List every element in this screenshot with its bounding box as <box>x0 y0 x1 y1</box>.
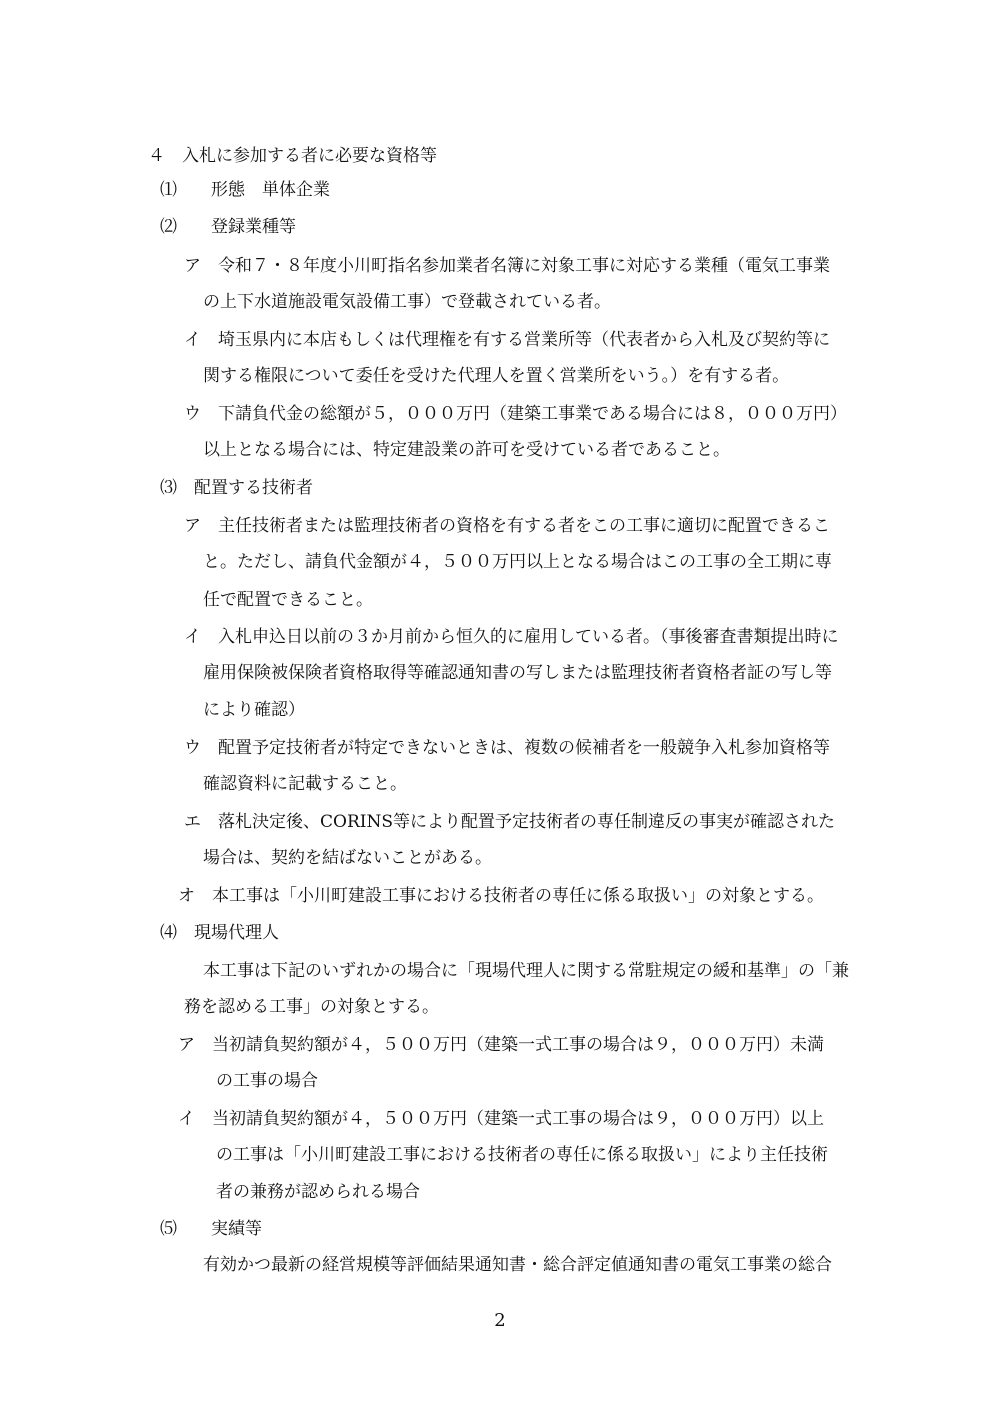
item-5-body-line1: 有効かつ最新の経営規模等評価結果通知書・総合評定値通知書の電気工事業の総合 <box>203 1255 832 1275</box>
item-2a-line2: の上下水道施設電気設備工事）で登載されている者。 <box>203 292 611 312</box>
item-3a-line2: と。ただし、請負代金額が４，５００万円以上となる場合はこの工事の全工期に専 <box>203 552 832 572</box>
item-4-body-line2: 務を認める工事」の対象とする。 <box>184 997 439 1017</box>
item-3b-line2: 雇用保険被保険者資格取得等確認通知書の写しまたは監理技術者資格者証の写し等 <box>203 663 832 683</box>
item-3a-line3: 任で配置できること。 <box>203 590 373 610</box>
item-2-registration: ⑵ 登録業種等 <box>160 217 296 237</box>
item-4a-line1: ア 当初請負契約額が４，５００万円（建築一式工事の場合は９，０００万円）未満 <box>178 1035 824 1055</box>
item-2c-line1: ウ 下請負代金の総額が５，０００万円（建築工事業である場合には８，０００万円） <box>184 404 847 424</box>
item-1-form: ⑴ 形態 単体企業 <box>160 180 330 200</box>
item-3c-line2: 確認資料に記載すること。 <box>203 774 407 794</box>
item-4b-line2: の工事は「小川町建設工事における技術者の専任に係る取扱い」により主任技術 <box>216 1145 828 1165</box>
item-2b-line1: イ 埼玉県内に本店もしくは代理権を有する営業所等（代表者から入札及び契約等に <box>184 330 830 350</box>
item-3d-line2: 場合は、契約を結ばないことがある。 <box>203 848 492 868</box>
item-4a-line2: の工事の場合 <box>216 1071 318 1091</box>
item-4b-line3: 者の兼務が認められる場合 <box>216 1182 420 1202</box>
item-3b-line1: イ 入札申込日以前の３か月前から恒久的に雇用している者。（事後審査書類提出時に <box>184 627 839 647</box>
item-3e: オ 本工事は「小川町建設工事における技術者の専任に係る取扱い」の対象とする。 <box>178 886 824 906</box>
item-4-site-agent: ⑷ 現場代理人 <box>160 923 279 943</box>
item-4b-line1: イ 当初請負契約額が４，５００万円（建築一式工事の場合は９，０００万円）以上 <box>178 1109 824 1129</box>
section-heading: ４ 入札に参加する者に必要な資格等 <box>148 146 437 166</box>
item-4-body-line1: 本工事は下記のいずれかの場合に「現場代理人に関する常駐規定の緩和基準」の「兼 <box>203 961 849 981</box>
item-2b-line2: 関する権限について委任を受けた代理人を置く営業所をいう。）を有する者。 <box>203 366 790 386</box>
item-3d-line1: エ 落札決定後、CORINS等により配置予定技術者の専任制違反の事実が確認された <box>184 812 835 832</box>
item-3-engineers: ⑶ 配置する技術者 <box>160 478 313 498</box>
item-2c-line2: 以上となる場合には、特定建設業の許可を受けている者であること。 <box>203 440 730 460</box>
page-number: 2 <box>494 1310 506 1331</box>
item-3c-line1: ウ 配置予定技術者が特定できないときは、複数の候補者を一般競争入札参加資格等 <box>184 738 830 758</box>
item-3b-line3: により確認） <box>203 700 305 720</box>
item-3a-line1: ア 主任技術者または監理技術者の資格を有する者をこの工事に適切に配置できるこ <box>184 516 830 536</box>
item-2a-line1: ア 令和７・８年度小川町指名参加業者名簿に対象工事に対応する業種（電気工事業 <box>184 256 830 276</box>
item-5-results: ⑸ 実績等 <box>160 1219 262 1239</box>
